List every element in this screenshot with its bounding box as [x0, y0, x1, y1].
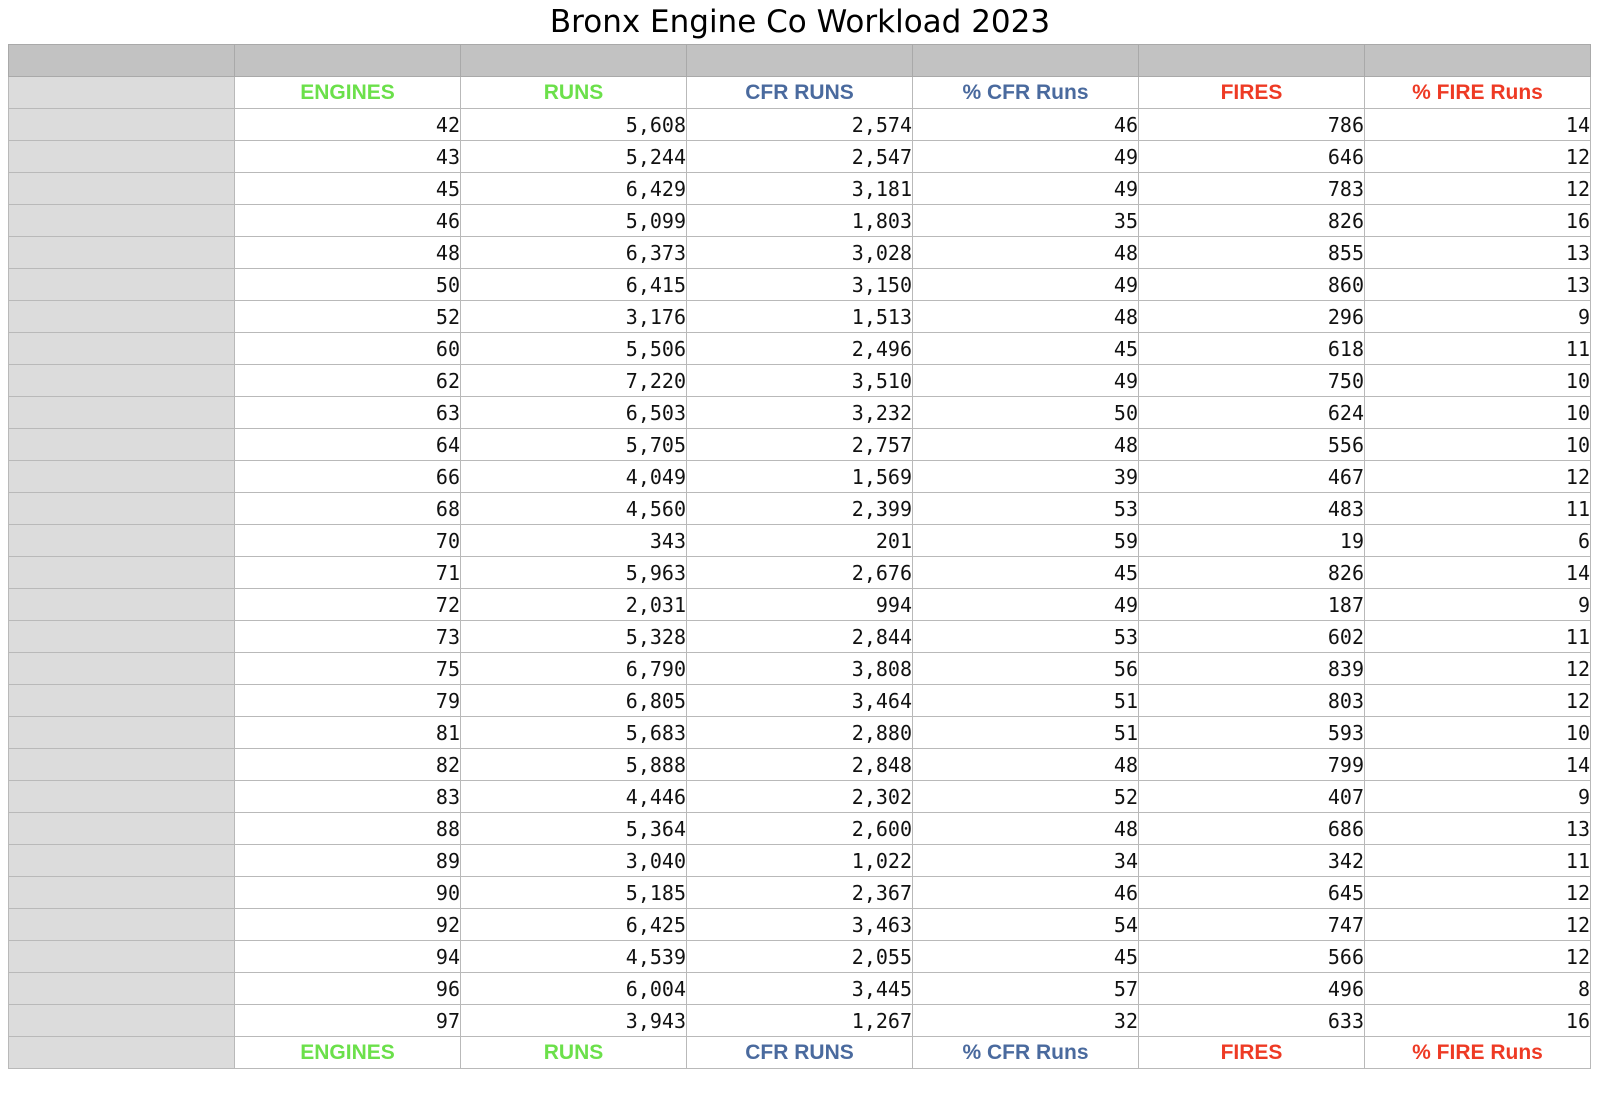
top-header-pct-fire-runs[interactable]: % FIRE Runs — [1365, 77, 1591, 109]
cell-runs[interactable]: 6,415 — [461, 269, 687, 301]
row-header-cell[interactable] — [9, 493, 235, 525]
cell-cfr-runs[interactable]: 2,367 — [687, 877, 913, 909]
bottom-header-pct-fire-runs[interactable]: % FIRE Runs — [1365, 1037, 1591, 1069]
table-row — [9, 749, 1591, 781]
top-header-fires[interactable]: FIRES — [1139, 77, 1365, 109]
cell-runs[interactable]: 5,506 — [461, 333, 687, 365]
cell-pct-cfr-runs[interactable]: 49 — [913, 589, 1139, 621]
cell-pct-cfr-runs[interactable]: 39 — [913, 461, 1139, 493]
cell-pct-cfr-runs[interactable]: 48 — [913, 237, 1139, 269]
cell-runs[interactable]: 6,373 — [461, 237, 687, 269]
cell-cfr-runs[interactable]: 2,302 — [687, 781, 913, 813]
cell-fires[interactable]: 686 — [1139, 813, 1365, 845]
row-header-cell[interactable] — [9, 941, 235, 973]
cell-fires[interactable]: 826 — [1139, 205, 1365, 237]
cell-cfr-runs[interactable]: 2,547 — [687, 141, 913, 173]
cell-cfr-runs[interactable]: 1,022 — [687, 845, 913, 877]
cell-pct-fire-runs[interactable]: 12 — [1365, 877, 1591, 909]
row-header-cell[interactable] — [9, 557, 235, 589]
cell-pct-fire-runs[interactable]: 10 — [1365, 429, 1591, 461]
row-header-cell[interactable] — [9, 589, 235, 621]
cell-fires[interactable]: 566 — [1139, 941, 1365, 973]
cell-engines[interactable]: 66 — [235, 461, 461, 493]
cell-pct-cfr-runs[interactable]: 49 — [913, 365, 1139, 397]
cell-pct-cfr-runs[interactable]: 51 — [913, 685, 1139, 717]
cell-pct-fire-runs[interactable]: 16 — [1365, 1005, 1591, 1037]
top-header-cfr-runs[interactable]: CFR RUNS — [687, 77, 913, 109]
bottom-header-pct-cfr-runs[interactable]: % CFR Runs — [913, 1037, 1139, 1069]
table-row — [9, 909, 1591, 941]
cell-engines[interactable]: 64 — [235, 429, 461, 461]
row-header-cell[interactable] — [9, 685, 235, 717]
cell-pct-cfr-runs[interactable]: 45 — [913, 333, 1139, 365]
cell-engines[interactable]: 43 — [235, 141, 461, 173]
row-header-cell[interactable] — [9, 749, 235, 781]
cell-pct-fire-runs[interactable]: 13 — [1365, 269, 1591, 301]
row-header-cell[interactable] — [9, 525, 235, 557]
cell-engines[interactable]: 75 — [235, 653, 461, 685]
cell-pct-fire-runs[interactable]: 10 — [1365, 365, 1591, 397]
cell-cfr-runs[interactable]: 2,880 — [687, 717, 913, 749]
cell-cfr-runs[interactable]: 994 — [687, 589, 913, 621]
cell-engines[interactable]: 45 — [235, 173, 461, 205]
row-header-cell[interactable] — [9, 109, 235, 141]
cell-engines[interactable]: 83 — [235, 781, 461, 813]
cell-pct-fire-runs[interactable]: 9 — [1365, 301, 1591, 333]
row-header-cell[interactable] — [9, 301, 235, 333]
table-row — [9, 973, 1591, 1005]
table-row — [9, 781, 1591, 813]
cell-engines[interactable]: 42 — [235, 109, 461, 141]
cell-pct-cfr-runs[interactable]: 53 — [913, 621, 1139, 653]
row-header-cell[interactable] — [9, 429, 235, 461]
cell-fires[interactable]: 860 — [1139, 269, 1365, 301]
cell-pct-cfr-runs[interactable]: 50 — [913, 397, 1139, 429]
cell-pct-fire-runs[interactable]: 10 — [1365, 397, 1591, 429]
cell-fires[interactable]: 747 — [1139, 909, 1365, 941]
table-row — [9, 845, 1591, 877]
cell-runs[interactable]: 3,176 — [461, 301, 687, 333]
cell-cfr-runs[interactable]: 3,808 — [687, 653, 913, 685]
table-row — [9, 1005, 1591, 1037]
row-header-cell[interactable] — [9, 333, 235, 365]
cell-engines[interactable]: 70 — [235, 525, 461, 557]
cell-runs[interactable]: 2,031 — [461, 589, 687, 621]
cell-cfr-runs[interactable]: 1,267 — [687, 1005, 913, 1037]
cell-runs[interactable]: 5,888 — [461, 749, 687, 781]
cell-cfr-runs[interactable]: 2,844 — [687, 621, 913, 653]
cell-cfr-runs[interactable]: 2,399 — [687, 493, 913, 525]
cell-pct-cfr-runs[interactable]: 48 — [913, 301, 1139, 333]
cell-cfr-runs[interactable]: 2,574 — [687, 109, 913, 141]
cell-runs[interactable]: 5,244 — [461, 141, 687, 173]
cell-pct-fire-runs[interactable]: 12 — [1365, 461, 1591, 493]
cell-runs[interactable]: 6,429 — [461, 173, 687, 205]
cell-pct-cfr-runs[interactable]: 54 — [913, 909, 1139, 941]
table-row — [9, 237, 1591, 269]
cell-engines[interactable]: 60 — [235, 333, 461, 365]
cell-cfr-runs[interactable]: 2,055 — [687, 941, 913, 973]
cell-engines[interactable]: 82 — [235, 749, 461, 781]
cell-runs[interactable]: 6,503 — [461, 397, 687, 429]
cell-pct-cfr-runs[interactable]: 51 — [913, 717, 1139, 749]
cell-cfr-runs[interactable]: 3,028 — [687, 237, 913, 269]
cell-fires[interactable]: 803 — [1139, 685, 1365, 717]
top-header-pct-cfr-runs[interactable]: % CFR Runs — [913, 77, 1139, 109]
cell-pct-cfr-runs[interactable]: 56 — [913, 653, 1139, 685]
row-header-cell[interactable] — [9, 77, 235, 109]
cell-pct-cfr-runs[interactable]: 57 — [913, 973, 1139, 1005]
cell-engines[interactable]: 50 — [235, 269, 461, 301]
cell-runs[interactable]: 4,560 — [461, 493, 687, 525]
cell-engines[interactable]: 63 — [235, 397, 461, 429]
table-row — [9, 333, 1591, 365]
table-row — [9, 301, 1591, 333]
bottom-header-cfr-runs[interactable]: CFR RUNS — [687, 1037, 913, 1069]
cell-cfr-runs[interactable]: 3,463 — [687, 909, 913, 941]
top-header-runs[interactable]: RUNS — [461, 77, 687, 109]
cell-runs[interactable]: 5,705 — [461, 429, 687, 461]
cell-fires[interactable]: 593 — [1139, 717, 1365, 749]
cell-fires[interactable]: 19 — [1139, 525, 1365, 557]
cell-fires[interactable]: 296 — [1139, 301, 1365, 333]
row-header-cell[interactable] — [9, 1037, 235, 1069]
row-header-cell[interactable] — [9, 461, 235, 493]
cell-pct-fire-runs[interactable]: 11 — [1365, 493, 1591, 525]
cell-pct-fire-runs[interactable]: 14 — [1365, 557, 1591, 589]
cell-engines[interactable]: 68 — [235, 493, 461, 525]
cell-pct-fire-runs[interactable]: 6 — [1365, 525, 1591, 557]
cell-fires[interactable]: 783 — [1139, 173, 1365, 205]
cell-runs[interactable]: 5,099 — [461, 205, 687, 237]
row-header-cell[interactable] — [9, 205, 235, 237]
cell-runs[interactable]: 343 — [461, 525, 687, 557]
table-row — [9, 941, 1591, 973]
cell-pct-fire-runs[interactable]: 11 — [1365, 333, 1591, 365]
cell-pct-fire-runs[interactable]: 9 — [1365, 589, 1591, 621]
cell-pct-cfr-runs[interactable]: 48 — [913, 749, 1139, 781]
cell-pct-cfr-runs[interactable]: 53 — [913, 493, 1139, 525]
cell-pct-fire-runs[interactable]: 13 — [1365, 813, 1591, 845]
header-row — [9, 77, 1591, 109]
cell-cfr-runs[interactable]: 2,848 — [687, 749, 913, 781]
table-row — [9, 429, 1591, 461]
cell-fires[interactable]: 633 — [1139, 1005, 1365, 1037]
cell-engines[interactable]: 90 — [235, 877, 461, 909]
cell-pct-fire-runs[interactable]: 9 — [1365, 781, 1591, 813]
row-header-cell[interactable] — [9, 877, 235, 909]
table-row — [9, 525, 1591, 557]
table-row — [9, 557, 1591, 589]
cell-engines[interactable]: 92 — [235, 909, 461, 941]
cell-fires[interactable]: 342 — [1139, 845, 1365, 877]
cell-engines[interactable]: 62 — [235, 365, 461, 397]
cell-cfr-runs[interactable]: 3,181 — [687, 173, 913, 205]
cell-pct-cfr-runs[interactable]: 52 — [913, 781, 1139, 813]
table-row — [9, 173, 1591, 205]
footer-header-row — [9, 1037, 1591, 1069]
bottom-header-engines[interactable]: ENGINES — [235, 1037, 461, 1069]
table-row — [9, 205, 1591, 237]
cell-engines[interactable]: 81 — [235, 717, 461, 749]
cell-pct-cfr-runs[interactable]: 45 — [913, 557, 1139, 589]
cell-fires[interactable]: 624 — [1139, 397, 1365, 429]
cell-cfr-runs[interactable]: 201 — [687, 525, 913, 557]
cell-fires[interactable]: 467 — [1139, 461, 1365, 493]
cell-cfr-runs[interactable]: 3,150 — [687, 269, 913, 301]
cell-engines[interactable]: 73 — [235, 621, 461, 653]
cell-runs[interactable]: 6,790 — [461, 653, 687, 685]
cell-runs[interactable]: 5,683 — [461, 717, 687, 749]
cell-runs[interactable]: 3,943 — [461, 1005, 687, 1037]
cell-engines[interactable]: 97 — [235, 1005, 461, 1037]
cell-cfr-runs[interactable]: 3,510 — [687, 365, 913, 397]
cell-cfr-runs[interactable]: 3,232 — [687, 397, 913, 429]
table-row — [9, 397, 1591, 429]
table-row — [9, 141, 1591, 173]
cell-pct-fire-runs[interactable]: 10 — [1365, 717, 1591, 749]
row-header-cell[interactable] — [9, 397, 235, 429]
cell-engines[interactable]: 46 — [235, 205, 461, 237]
cell-fires[interactable]: 646 — [1139, 141, 1365, 173]
row-header-cell[interactable] — [9, 717, 235, 749]
cell-fires[interactable]: 496 — [1139, 973, 1365, 1005]
row-header-cell[interactable] — [9, 813, 235, 845]
cell-fires[interactable]: 826 — [1139, 557, 1365, 589]
row-header-cell[interactable] — [9, 781, 235, 813]
workload-table — [8, 44, 1591, 1069]
cell-pct-fire-runs[interactable]: 11 — [1365, 845, 1591, 877]
cell-fires[interactable]: 187 — [1139, 589, 1365, 621]
cell-pct-cfr-runs[interactable]: 59 — [913, 525, 1139, 557]
row-header-cell[interactable] — [9, 845, 235, 877]
cell-engines[interactable]: 94 — [235, 941, 461, 973]
cell-pct-cfr-runs[interactable]: 49 — [913, 173, 1139, 205]
cell-pct-fire-runs[interactable]: 8 — [1365, 973, 1591, 1005]
cell-pct-cfr-runs[interactable]: 35 — [913, 205, 1139, 237]
table-row — [9, 653, 1591, 685]
column-header-cell[interactable] — [687, 45, 913, 77]
row-header-cell[interactable] — [9, 1005, 235, 1037]
cell-pct-fire-runs[interactable]: 12 — [1365, 653, 1591, 685]
table-row — [9, 589, 1591, 621]
cell-engines[interactable]: 89 — [235, 845, 461, 877]
cell-engines[interactable]: 71 — [235, 557, 461, 589]
sheet-title: Bronx Engine Co Workload 2023 — [549, 4, 1051, 40]
table-row — [9, 621, 1591, 653]
bottom-header-runs[interactable]: RUNS — [461, 1037, 687, 1069]
cell-engines[interactable]: 72 — [235, 589, 461, 621]
cell-fires[interactable]: 750 — [1139, 365, 1365, 397]
cell-pct-cfr-runs[interactable]: 48 — [913, 429, 1139, 461]
table-row — [9, 877, 1591, 909]
cell-runs[interactable]: 6,004 — [461, 973, 687, 1005]
column-header-cell[interactable] — [913, 45, 1139, 77]
cell-runs[interactable]: 4,539 — [461, 941, 687, 973]
cell-pct-cfr-runs[interactable]: 32 — [913, 1005, 1139, 1037]
cell-cfr-runs[interactable]: 2,496 — [687, 333, 913, 365]
cell-fires[interactable]: 786 — [1139, 109, 1365, 141]
cell-runs[interactable]: 5,185 — [461, 877, 687, 909]
cell-cfr-runs[interactable]: 3,445 — [687, 973, 913, 1005]
cell-cfr-runs[interactable]: 1,513 — [687, 301, 913, 333]
cell-cfr-runs[interactable]: 2,757 — [687, 429, 913, 461]
row-header-cell[interactable] — [9, 237, 235, 269]
cell-runs[interactable]: 6,805 — [461, 685, 687, 717]
table-row — [9, 493, 1591, 525]
cell-runs[interactable]: 5,608 — [461, 109, 687, 141]
cell-fires[interactable]: 483 — [1139, 493, 1365, 525]
column-header-cell[interactable] — [235, 45, 461, 77]
cell-pct-fire-runs[interactable]: 12 — [1365, 941, 1591, 973]
row-header-cell[interactable] — [9, 621, 235, 653]
cell-engines[interactable]: 79 — [235, 685, 461, 717]
cell-cfr-runs[interactable]: 2,676 — [687, 557, 913, 589]
bottom-header-fires[interactable]: FIRES — [1139, 1037, 1365, 1069]
row-header-cell[interactable] — [9, 173, 235, 205]
table-row — [9, 269, 1591, 301]
column-header-band — [9, 45, 1591, 77]
corner-cell[interactable] — [9, 45, 235, 77]
cell-pct-fire-runs[interactable]: 12 — [1365, 909, 1591, 941]
row-header-cell[interactable] — [9, 973, 235, 1005]
cell-pct-cfr-runs[interactable]: 46 — [913, 877, 1139, 909]
top-header-engines[interactable]: ENGINES — [235, 77, 461, 109]
row-header-cell[interactable] — [9, 269, 235, 301]
cell-pct-fire-runs[interactable]: 11 — [1365, 621, 1591, 653]
cell-fires[interactable]: 855 — [1139, 237, 1365, 269]
cell-runs[interactable]: 7,220 — [461, 365, 687, 397]
cell-pct-fire-runs[interactable]: 12 — [1365, 173, 1591, 205]
cell-runs[interactable]: 3,040 — [461, 845, 687, 877]
cell-cfr-runs[interactable]: 2,600 — [687, 813, 913, 845]
cell-fires[interactable]: 839 — [1139, 653, 1365, 685]
cell-pct-fire-runs[interactable]: 14 — [1365, 109, 1591, 141]
cell-runs[interactable]: 5,328 — [461, 621, 687, 653]
row-header-cell[interactable] — [9, 141, 235, 173]
cell-pct-fire-runs[interactable]: 14 — [1365, 749, 1591, 781]
cell-fires[interactable]: 645 — [1139, 877, 1365, 909]
table-row — [9, 813, 1591, 845]
cell-fires[interactable]: 407 — [1139, 781, 1365, 813]
cell-pct-cfr-runs[interactable]: 49 — [913, 269, 1139, 301]
cell-pct-cfr-runs[interactable]: 49 — [913, 141, 1139, 173]
cell-pct-cfr-runs[interactable]: 45 — [913, 941, 1139, 973]
cell-cfr-runs[interactable]: 3,464 — [687, 685, 913, 717]
table-row — [9, 365, 1591, 397]
row-header-cell[interactable] — [9, 365, 235, 397]
column-header-cell[interactable] — [1365, 45, 1591, 77]
row-header-cell[interactable] — [9, 909, 235, 941]
cell-fires[interactable]: 602 — [1139, 621, 1365, 653]
cell-runs[interactable]: 5,364 — [461, 813, 687, 845]
cell-pct-fire-runs[interactable]: 16 — [1365, 205, 1591, 237]
table-row — [9, 109, 1591, 141]
cell-runs[interactable]: 4,049 — [461, 461, 687, 493]
cell-pct-cfr-runs[interactable]: 34 — [913, 845, 1139, 877]
cell-engines[interactable]: 96 — [235, 973, 461, 1005]
cell-runs[interactable]: 6,425 — [461, 909, 687, 941]
cell-engines[interactable]: 48 — [235, 237, 461, 269]
row-header-cell[interactable] — [9, 653, 235, 685]
cell-pct-fire-runs[interactable]: 13 — [1365, 237, 1591, 269]
cell-engines[interactable]: 88 — [235, 813, 461, 845]
table-row — [9, 685, 1591, 717]
cell-fires[interactable]: 618 — [1139, 333, 1365, 365]
cell-pct-cfr-runs[interactable]: 46 — [913, 109, 1139, 141]
cell-cfr-runs[interactable]: 1,803 — [687, 205, 913, 237]
cell-engines[interactable]: 52 — [235, 301, 461, 333]
cell-fires[interactable]: 556 — [1139, 429, 1365, 461]
column-header-cell[interactable] — [1139, 45, 1365, 77]
table-row — [9, 717, 1591, 749]
column-header-cell[interactable] — [461, 45, 687, 77]
cell-runs[interactable]: 4,446 — [461, 781, 687, 813]
cell-pct-fire-runs[interactable]: 12 — [1365, 685, 1591, 717]
cell-cfr-runs[interactable]: 1,569 — [687, 461, 913, 493]
cell-fires[interactable]: 799 — [1139, 749, 1365, 781]
cell-pct-cfr-runs[interactable]: 48 — [913, 813, 1139, 845]
cell-runs[interactable]: 5,963 — [461, 557, 687, 589]
cell-pct-fire-runs[interactable]: 12 — [1365, 141, 1591, 173]
table-row — [9, 461, 1591, 493]
